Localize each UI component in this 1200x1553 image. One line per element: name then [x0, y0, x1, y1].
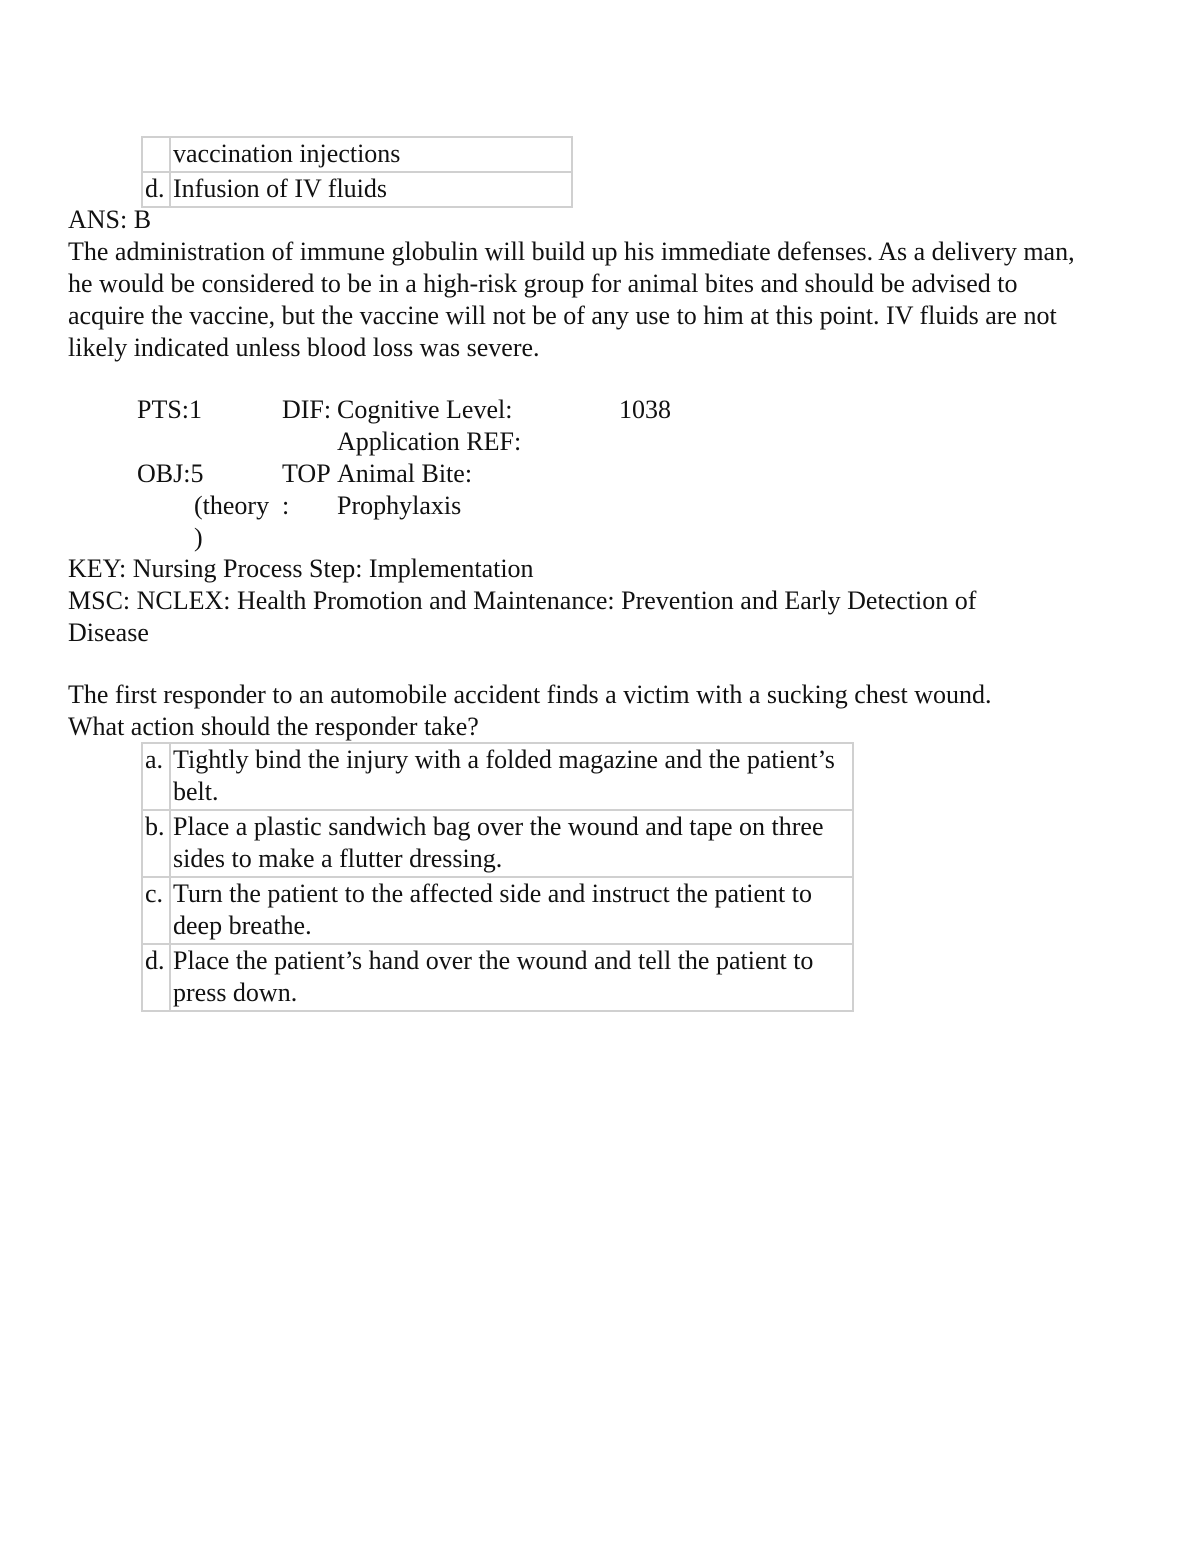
- option-text: Place a plastic sandwich bag over the wound and tape on three sides to make a flutter dressing.: [170, 810, 853, 877]
- dif-value-2: Application: [337, 427, 460, 456]
- option-letter: b.: [142, 810, 170, 877]
- obj-note-line1: (theory: [194, 491, 270, 520]
- option-row: [142, 743, 853, 810]
- obj-label: [137, 458, 203, 490]
- question-options-table: [141, 742, 854, 1012]
- option-row: [142, 944, 853, 1011]
- answer-line: ANS: B: [68, 205, 152, 234]
- question-stem: The first responder to an automobile accident finds a victim with a sucking chest wound. What action should the responder take?: [68, 680, 992, 741]
- option-row: [142, 137, 572, 172]
- ref-value: 1038: [619, 395, 671, 424]
- option-text: Turn the patient to the affected side and instruct the patient to deep breathe.: [170, 877, 853, 944]
- obj-value: 5: [190, 459, 204, 488]
- option-letter: d.: [142, 172, 170, 207]
- top-value-line1: Animal Bite:: [337, 459, 473, 488]
- option-text: Tightly bind the injury with a folded magazine and the patient’s belt.: [170, 743, 853, 810]
- option-text: Place the patient’s hand over the wound and tell the patient to press down.: [170, 944, 853, 1011]
- prev-options-table: [141, 136, 573, 208]
- option-letter: a.: [142, 743, 170, 810]
- top-label: TOP: [282, 459, 331, 488]
- ref-label: REF:: [466, 427, 522, 456]
- dif-label: DIF:: [282, 395, 332, 424]
- option-row: [142, 877, 853, 944]
- pts-label: [137, 394, 202, 426]
- dif-value-line2: [337, 426, 521, 458]
- option-text: vaccination injections: [170, 137, 572, 172]
- option-row: [142, 172, 572, 207]
- option-letter: d.: [142, 944, 170, 1011]
- pts-label-text: PTS:: [137, 395, 190, 424]
- option-letter: c.: [142, 877, 170, 944]
- option-row: [142, 810, 853, 877]
- top-value-line2: Prophylaxis: [337, 491, 462, 520]
- key-line: KEY: Nursing Process Step: Implementation: [68, 554, 534, 583]
- option-letter: [142, 137, 170, 172]
- obj-note-line2: ): [194, 523, 203, 552]
- option-text: Infusion of IV fluids: [170, 172, 572, 207]
- msc-line: MSC: NCLEX: Health Promotion and Maintenance: Prevention and Early Detection of Disease: [68, 586, 977, 647]
- dif-value-line1: Cognitive Level:: [337, 395, 513, 424]
- pts-value: 1: [189, 395, 203, 424]
- obj-label-text: OBJ:: [137, 459, 191, 488]
- rationale-text: The administration of immune globulin will build up his immediate defenses. As a delivery man, he would be considered to be in a high-risk group for animal bites and should be advised to acquire the vaccine, but the vaccine will not be of any use to him at this point. IV fluids are not likely indicated unless blood loss was severe.: [68, 237, 1075, 362]
- top-colon: :: [282, 491, 290, 520]
